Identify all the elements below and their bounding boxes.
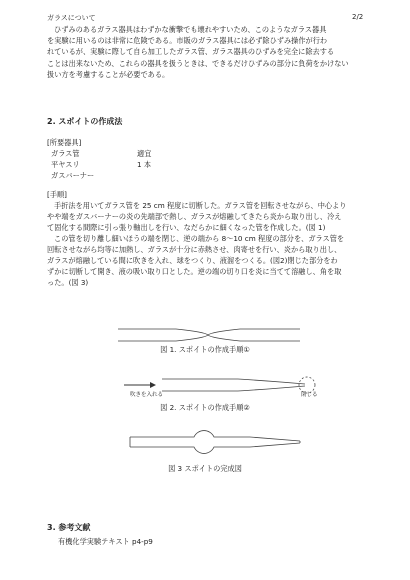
intro-line: 扱い方を考慮することが必要である。 [47,69,170,79]
material-qty: 1 本 [137,160,152,169]
figure-1-caption: 図 1. スポイトの作成手順① [160,345,250,354]
procedure-heading: [手順] [47,190,67,199]
material-qty: 適宜 [137,149,152,158]
figure-3-drawing [0,424,410,464]
reference-item: 有機化学実験テキスト p4-p9 [58,537,153,546]
material-name: 平ヤスリ [51,160,80,169]
procedure-line: て固化する間際に引っ張り軸出しを行い、なだらかに細くなった管を作成した。(図 1) [47,223,326,232]
material-row [47,148,151,159]
intro-line: ひずみのあるガラス器具はわずかな衝撃でも壊れやすいため、このようなガラス器具 [54,25,327,34]
procedure-line: 回転させながら均等に加熱し、ガラスが十分に赤熱させ、肉寄せを行い、炎から取り出し、 [47,245,342,254]
intro-line: れているが、実験に際して自ら加工したガラス管、ガラス器具のひずみを完全に除去する [47,47,335,57]
page-number: 2/2 [352,13,364,21]
material-row [47,170,151,181]
section-3-title: 3. 参考文献 [47,523,91,532]
intro-paragraph [47,24,349,80]
materials-heading: [所要器具] [47,138,82,147]
section-2-title: 2. スポイトの作成法 [47,117,123,126]
procedure-section [47,189,346,288]
blow-label: 吹きを入れる [130,392,164,398]
procedure-line: ずかに切断して開き、液の吸い取り口とした。逆の端の切り口を炎に当てて溶融し、角を取 [47,267,342,276]
material-name: ガラス管 [51,149,80,158]
procedure-line: 手折法を用いてガラス管を 25 cm 程度に切断した。ガラス管を回転させながら、中心より [54,201,347,210]
intro-line: を実験に用いるのは非常に危険である。市販のガラス器具には必ず除ひずみ操作が行わ [47,36,328,46]
material-row [47,159,151,170]
procedure-line: この管を切り離し細いほうの端を閉じ、逆の端から 8〜10 cm 程度の部分を、ガラス管を [54,234,345,243]
procedure-line: ガラスが熔融している間に吹きを入れ、球をつくり、液溜をつくる。(図2)閉じた部分をわ [47,256,338,265]
procedure-line: った。(図 3) [47,278,89,287]
materials-list [47,137,151,181]
figure-3-caption: 図 3 スポイトの完成図 [168,464,242,473]
procedure-line: やや端をガスバーナーの炎の先端部で熱し、ガラスが熔融してきたら炎から取り出し、冷え [47,212,342,221]
figure-2-caption: 図 2. スポイトの作成手順② [160,403,250,412]
header-title: ガラスについて [47,14,96,22]
material-name: ガスバーナー [51,171,95,180]
closed-label: 閉じる [301,392,318,398]
intro-line: ことは出来ないため、これらの器具を扱うときは、できるだけひずみの部分に負荷をかけない [47,58,349,68]
